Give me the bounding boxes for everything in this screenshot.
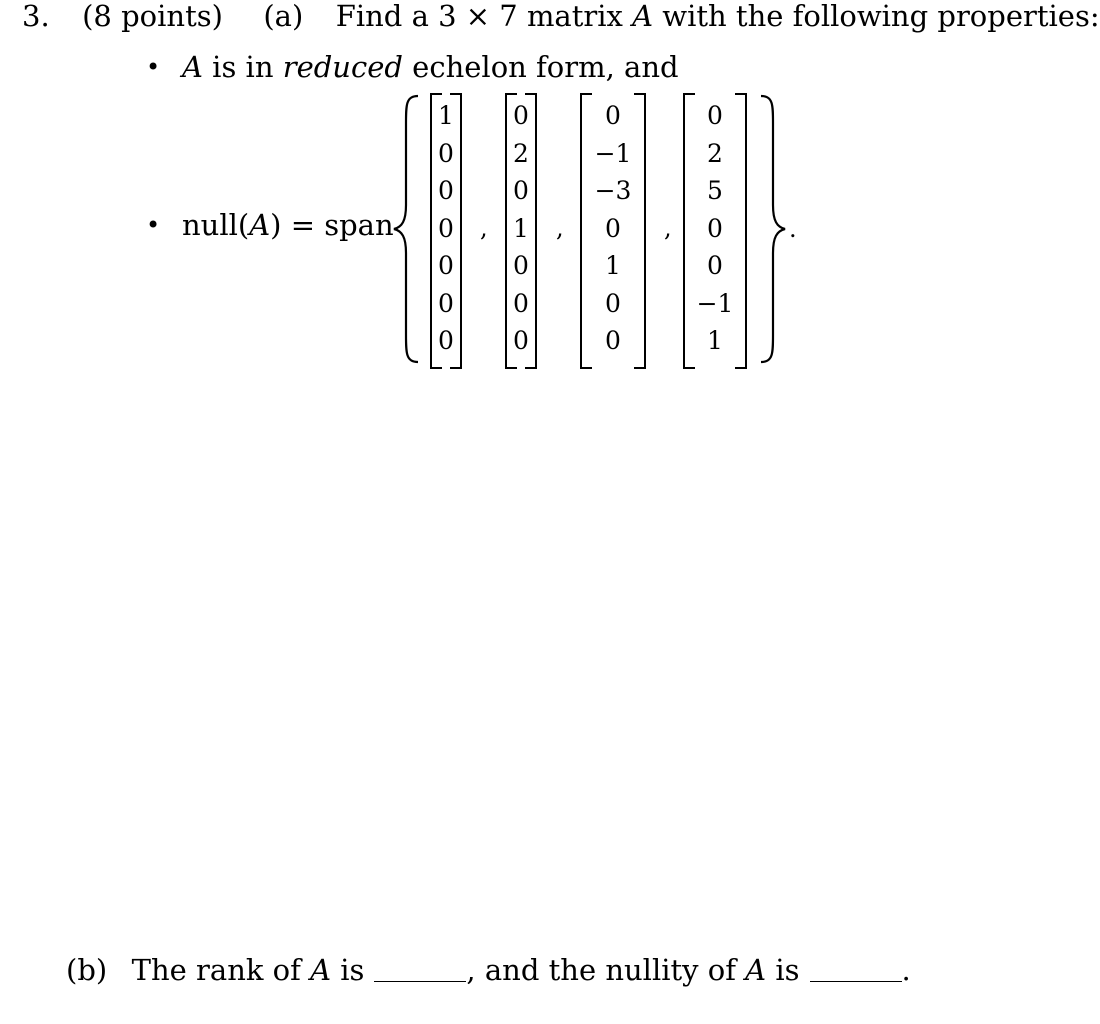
vector-entry: 0 (438, 288, 454, 318)
vector-entry: −1 (594, 138, 632, 168)
vector-entry: 0 (707, 213, 723, 243)
problem-statement (22, 2, 1100, 31)
problem-points: (8 points) (82, 0, 223, 33)
property-text-start: is in (202, 50, 283, 84)
vector-entry: 0 (513, 176, 529, 205)
bullet-marker: • (146, 211, 161, 239)
null-vector-1 (430, 93, 462, 365)
vector-entry: 0 (438, 326, 454, 355)
vector-entry: 0 (438, 176, 454, 205)
part-b-text-is: is (331, 953, 365, 987)
vector-entry: 0 (438, 251, 454, 280)
problem-number: 3. (22, 0, 50, 33)
null-suffix: ) = span (270, 208, 394, 242)
vector-entry: 0 (513, 101, 529, 130)
vector-separator: , (664, 214, 672, 242)
vector-entry: 2 (513, 138, 529, 168)
property-text-end: echelon form, and (402, 50, 679, 84)
emphasis-reduced: reduced (282, 50, 403, 84)
matrix-variable: A (632, 0, 654, 33)
bullet-marker: • (146, 53, 161, 81)
part-b-statement (66, 953, 911, 987)
property-reduced-echelon (146, 50, 679, 84)
part-b-text-is-2: is (766, 953, 800, 987)
part-a-text-start: Find a 3 × 7 matrix (335, 0, 633, 33)
matrix-variable: A (249, 208, 271, 242)
nullity-answer-blank[interactable] (810, 981, 902, 982)
vector-entry: 0 (605, 288, 621, 318)
vector-entry: 0 (438, 213, 454, 243)
vector-entry: 5 (707, 176, 723, 205)
null-vector-2 (505, 93, 537, 365)
vector-entry: 1 (513, 213, 529, 243)
null-prefix: null( (182, 208, 250, 242)
vector-entry: 1 (707, 326, 723, 355)
vector-entry: 0 (605, 101, 621, 130)
vector-entry: −3 (594, 176, 632, 205)
null-vector-3 (580, 93, 646, 365)
matrix-variable: A (745, 953, 767, 987)
part-a-text-end: with the following properties: (653, 0, 1100, 33)
vector-entry: 0 (707, 101, 723, 130)
part-b-label: (b) (66, 953, 108, 987)
matrix-variable: A (182, 50, 203, 84)
vector-entry: 2 (707, 138, 723, 168)
part-b-end-period: . (901, 953, 911, 987)
vector-entry: 0 (513, 251, 529, 280)
vector-entry: 0 (707, 251, 723, 280)
matrix-variable: A (310, 953, 332, 987)
vector-entry: 0 (605, 326, 621, 355)
vector-entry: 0 (605, 213, 621, 243)
vector-separator: , (556, 214, 564, 242)
vector-entry: −1 (696, 288, 734, 318)
vector-entry: 1 (438, 101, 454, 130)
rank-answer-blank[interactable] (374, 981, 466, 982)
vector-entry: 1 (605, 251, 621, 280)
part-a-label: (a) (263, 0, 304, 33)
null-vector-4 (683, 93, 747, 365)
property-null-space (146, 208, 394, 242)
vector-entry: 0 (513, 326, 529, 355)
vector-entry: 0 (513, 288, 529, 318)
part-b-text-start: The rank of (131, 953, 311, 987)
span-end-period: . (789, 215, 797, 243)
vector-separator: , (480, 214, 488, 242)
left-brace (392, 93, 432, 365)
vector-entry: 0 (438, 138, 454, 168)
part-b-text-middle: , and the nullity of (466, 953, 746, 987)
span-vector-set (392, 93, 792, 365)
